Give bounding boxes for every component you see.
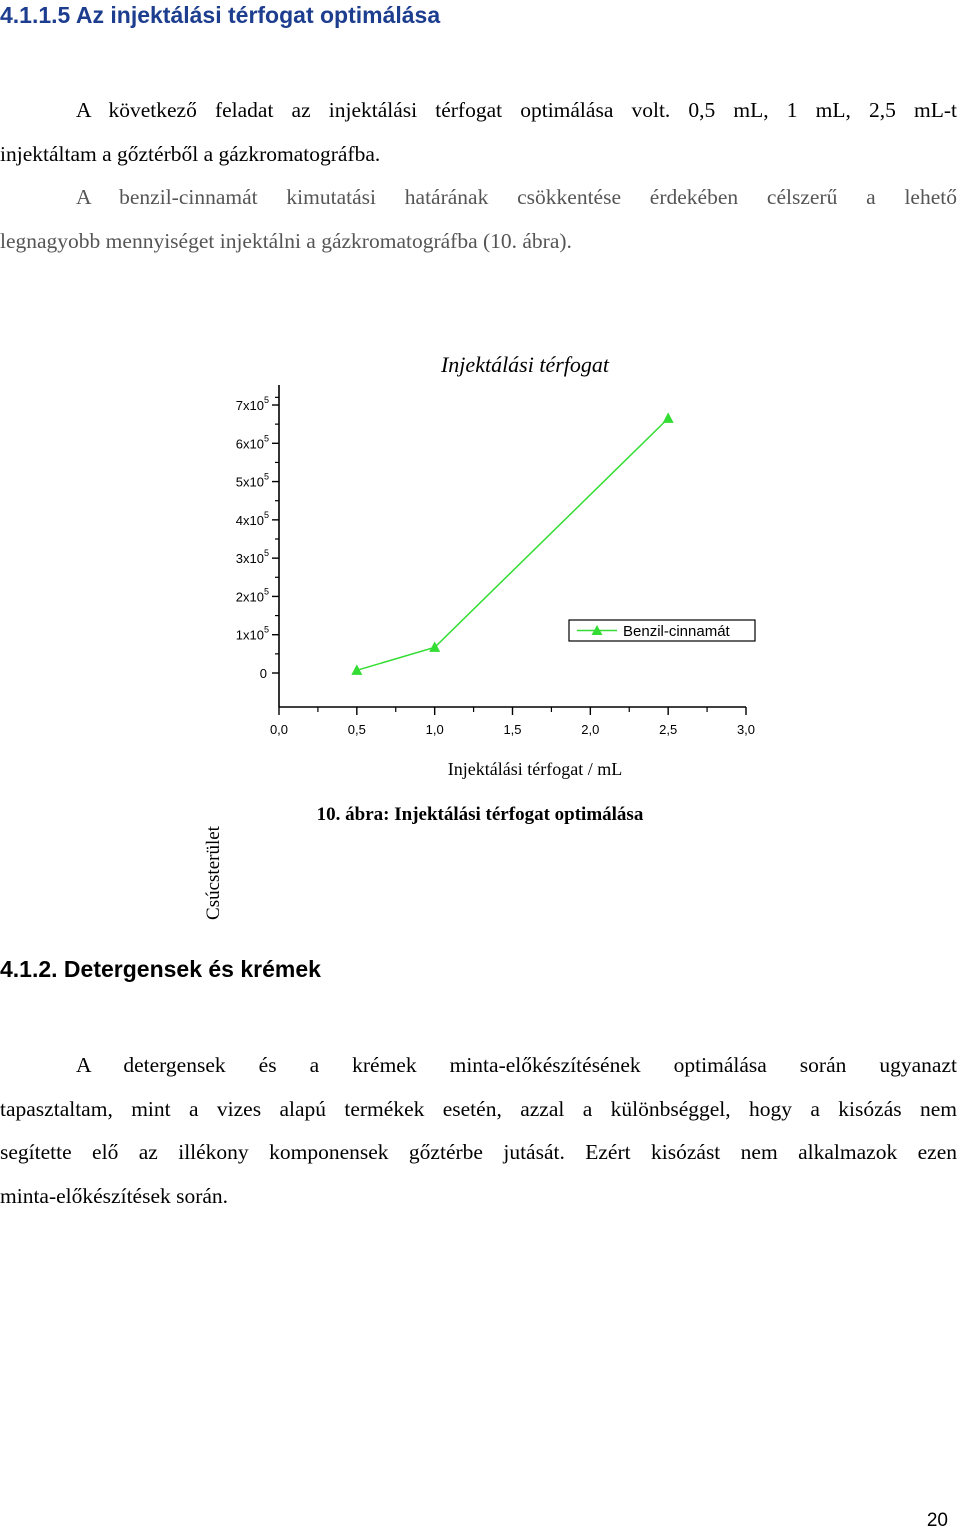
page-number: 20 — [926, 1510, 948, 1531]
y-tick-label: $6x10^5$ — [235, 433, 269, 452]
section2-heading: 4.1.2. Detergensek és krémek — [0, 956, 321, 982]
y-tick-label: $4x10^5$ — [235, 509, 269, 528]
paragraph-line: injektáltam a gőztérből a gázkromatográfba. — [0, 141, 381, 166]
y-tick-label: $1x10^5$ — [235, 624, 269, 643]
data-point — [663, 412, 674, 423]
y-tick-label: $5x10^5$ — [235, 471, 269, 490]
y-axis-ticks — [236, 395, 279, 681]
x-axis-ticks — [270, 707, 755, 737]
x-tick-label: 1,5 — [503, 722, 522, 737]
chart-axes — [279, 385, 746, 707]
y-axis-label: Csúcsterület — [203, 826, 224, 920]
chart-title: Injektálási térfogat — [440, 352, 610, 377]
x-tick-label: 0,0 — [269, 722, 289, 737]
section-heading: 4.1.1.5 Az injektálási térfogat optimálása — [0, 2, 441, 28]
chart-legend — [569, 620, 755, 641]
y-tick-label: $2x10^5$ — [235, 586, 269, 605]
figure-caption: 10. ábra: Injektálási térfogat optimálása — [316, 804, 644, 825]
detergent-paragraph — [0, 1044, 957, 1218]
legend-label: Benzil-cinnamát — [623, 623, 730, 640]
y-tick-label: $7x10^5$ — [235, 395, 269, 413]
x-tick-label: 2,5 — [659, 722, 678, 737]
paragraph-line: A benzil-cinnamát kimutatási határának csökkentése érdekében célszerű a lehető — [76, 185, 957, 209]
y-tick-label: 0 — [259, 666, 267, 681]
paragraph-line: minta-előkészítések során. — [0, 1183, 229, 1208]
x-axis-label: Injektálási térfogat / mL — [447, 759, 623, 779]
x-tick-label: 1,0 — [425, 722, 444, 737]
intro-paragraph — [0, 89, 957, 263]
y-tick-label: $3x10^5$ — [235, 548, 269, 567]
paragraph-line: A következő feladat az injektálási térfogat optimálása volt. 0,5 mL, 1 mL, 2,5 mL-t — [76, 98, 957, 122]
paragraph-line: segítette elő az illékony komponensek gőztérbe jutását. Ezért kisózást nem alkalmazok ezen — [0, 1140, 957, 1164]
x-tick-label: 0,5 — [347, 722, 366, 737]
x-tick-label: 3,0 — [736, 722, 756, 737]
paragraph-line: A detergensek és a krémek minta-előkészítésének optimálása során ugyanazt — [76, 1053, 957, 1077]
paragraph-line: legnagyobb mennyiséget injektálni a gázkromatográfba (10. ábra). — [0, 228, 572, 253]
x-tick-label: 2,0 — [581, 722, 600, 737]
paragraph-line: tapasztaltam, mint a vizes alapú termékek esetén, azzal a különbséggel, hogy a kisózás nem — [0, 1096, 957, 1121]
